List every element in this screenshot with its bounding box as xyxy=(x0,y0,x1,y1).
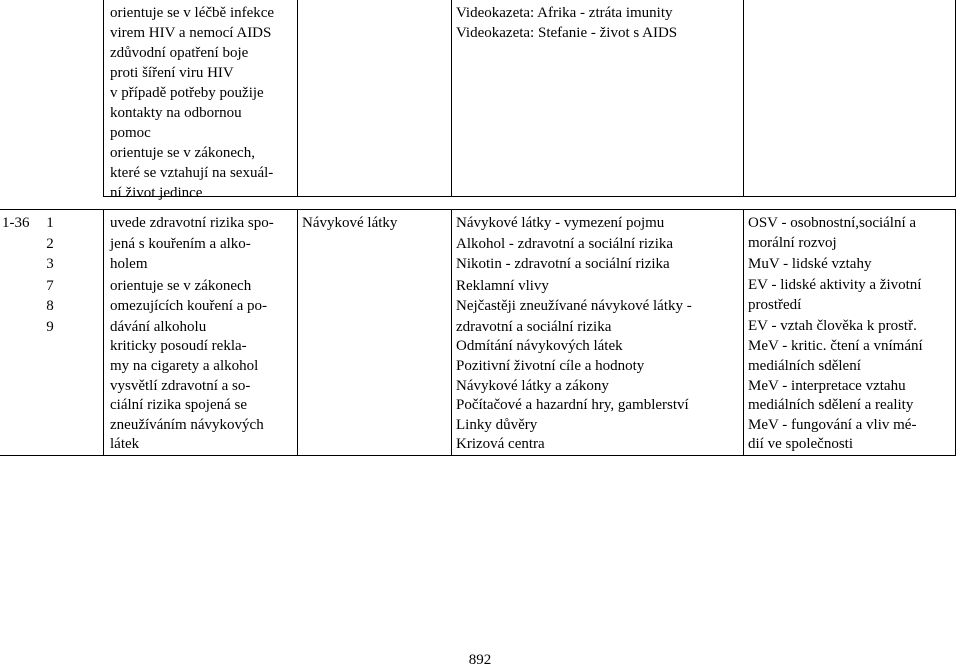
text-line: orientuje se v zákonech, xyxy=(110,145,255,161)
text-line: virem HIV a nemocí AIDS xyxy=(110,25,272,41)
main-table-bottom-border xyxy=(0,455,956,456)
outcome-number: 3 xyxy=(46,256,54,272)
content-line: Alkohol - zdravotní a sociální rizika xyxy=(456,236,674,252)
outcome-line: uvede zdravotní rizika spo- xyxy=(110,215,274,231)
outcome-line: dávání alkoholu xyxy=(110,319,207,335)
content-line: Nikotin - zdravotní a sociální rizika xyxy=(456,256,670,272)
topic-label: Návykové látky xyxy=(302,215,398,231)
outcome-line: my na cigarety a alkohol xyxy=(110,358,259,374)
outcome-line: látek xyxy=(110,436,140,452)
content-line: Pozitivní životní cíle a hodnoty xyxy=(456,358,645,374)
text-line: orientuje se v léčbě infekce xyxy=(110,5,275,21)
top-table-divider xyxy=(297,0,298,196)
theme-line: OSV - osobnostní,sociální a xyxy=(748,215,917,231)
theme-line: EV - lidské aktivity a životní xyxy=(748,277,922,293)
outcome-number: 1 xyxy=(46,215,54,231)
main-table-right-border xyxy=(955,209,956,455)
outcome-line: vysvětlí zdravotní a so- xyxy=(110,378,251,394)
theme-line: dií ve společnosti xyxy=(748,436,853,452)
theme-line: MeV - kritic. čtení a vnímání xyxy=(748,338,923,354)
main-table-divider xyxy=(297,209,298,455)
theme-line: MeV - interpretace vztahu xyxy=(748,378,906,394)
theme-line: prostředí xyxy=(748,297,802,313)
theme-line: MuV - lidské vztahy xyxy=(748,256,872,272)
outcome-number: 9 xyxy=(46,319,54,335)
top-table-divider xyxy=(743,0,744,196)
outcome-number: 2 xyxy=(46,236,54,252)
text-line: pomoc xyxy=(110,125,151,141)
top-outcomes-column xyxy=(110,3,274,203)
main-table-divider xyxy=(451,209,452,455)
outcome-line: kriticky posoudí rekla- xyxy=(110,338,247,354)
text-line: Videokazeta: Stefanie - život s AIDS xyxy=(456,25,678,41)
content-line: Linky důvěry xyxy=(456,417,538,433)
text-line: v případě potřeby použije xyxy=(110,85,264,101)
outcome-number: 7 xyxy=(46,278,54,294)
theme-line: morální rozvoj xyxy=(748,235,837,251)
outcome-line: orientuje se v zákonech xyxy=(110,278,252,294)
text-line: kontakty na odbornou xyxy=(110,105,242,121)
theme-line: mediálních sdělení a reality xyxy=(748,397,914,413)
content-line: Odmítání návykových látek xyxy=(456,338,623,354)
content-line: Návykové látky - vymezení pojmu xyxy=(456,215,665,231)
outcome-line: jená s kouřením a alko- xyxy=(110,236,251,252)
top-table-right-border xyxy=(955,0,956,196)
main-table-divider xyxy=(103,209,104,455)
top-table-left-border xyxy=(103,0,104,196)
text-line: proti šíření viru HIV xyxy=(110,65,234,81)
theme-line: mediálních sdělení xyxy=(748,358,861,374)
text-line: zdůvodní opatření boje xyxy=(110,45,249,61)
top-table-divider xyxy=(451,0,452,196)
text-line: ní život jedince xyxy=(110,185,203,201)
theme-line: MeV - fungování a vliv mé- xyxy=(748,417,917,433)
content-line: Reklamní vlivy xyxy=(456,278,549,294)
text-line: které se vztahují na sexuál- xyxy=(110,165,274,181)
content-line: Počítačové a hazardní hry, gamblerství xyxy=(456,397,689,413)
content-line: zdravotní a sociální rizika xyxy=(456,319,612,335)
outcome-line: holem xyxy=(110,256,148,272)
main-table-divider xyxy=(743,209,744,455)
content-line: Nejčastěji zneužívané návykové látky - xyxy=(456,298,692,314)
top-content-column xyxy=(456,3,677,43)
outcome-line: zneužíváním návykových xyxy=(110,417,264,433)
text-line: Videokazeta: Afrika - ztráta imunity xyxy=(456,5,673,21)
content-line: Krizová centra xyxy=(456,436,545,452)
outcome-number: 8 xyxy=(46,298,54,314)
content-line: Návykové látky a zákony xyxy=(456,378,609,394)
page-number: 892 xyxy=(468,652,492,668)
grade-label: 1-36 xyxy=(2,215,30,231)
outcome-line: ciální rizika spojená se xyxy=(110,397,248,413)
theme-line: EV - vztah člověka k prostř. xyxy=(748,318,917,334)
main-table-top-border xyxy=(0,209,956,210)
outcome-line: omezujících kouření a po- xyxy=(110,298,268,314)
